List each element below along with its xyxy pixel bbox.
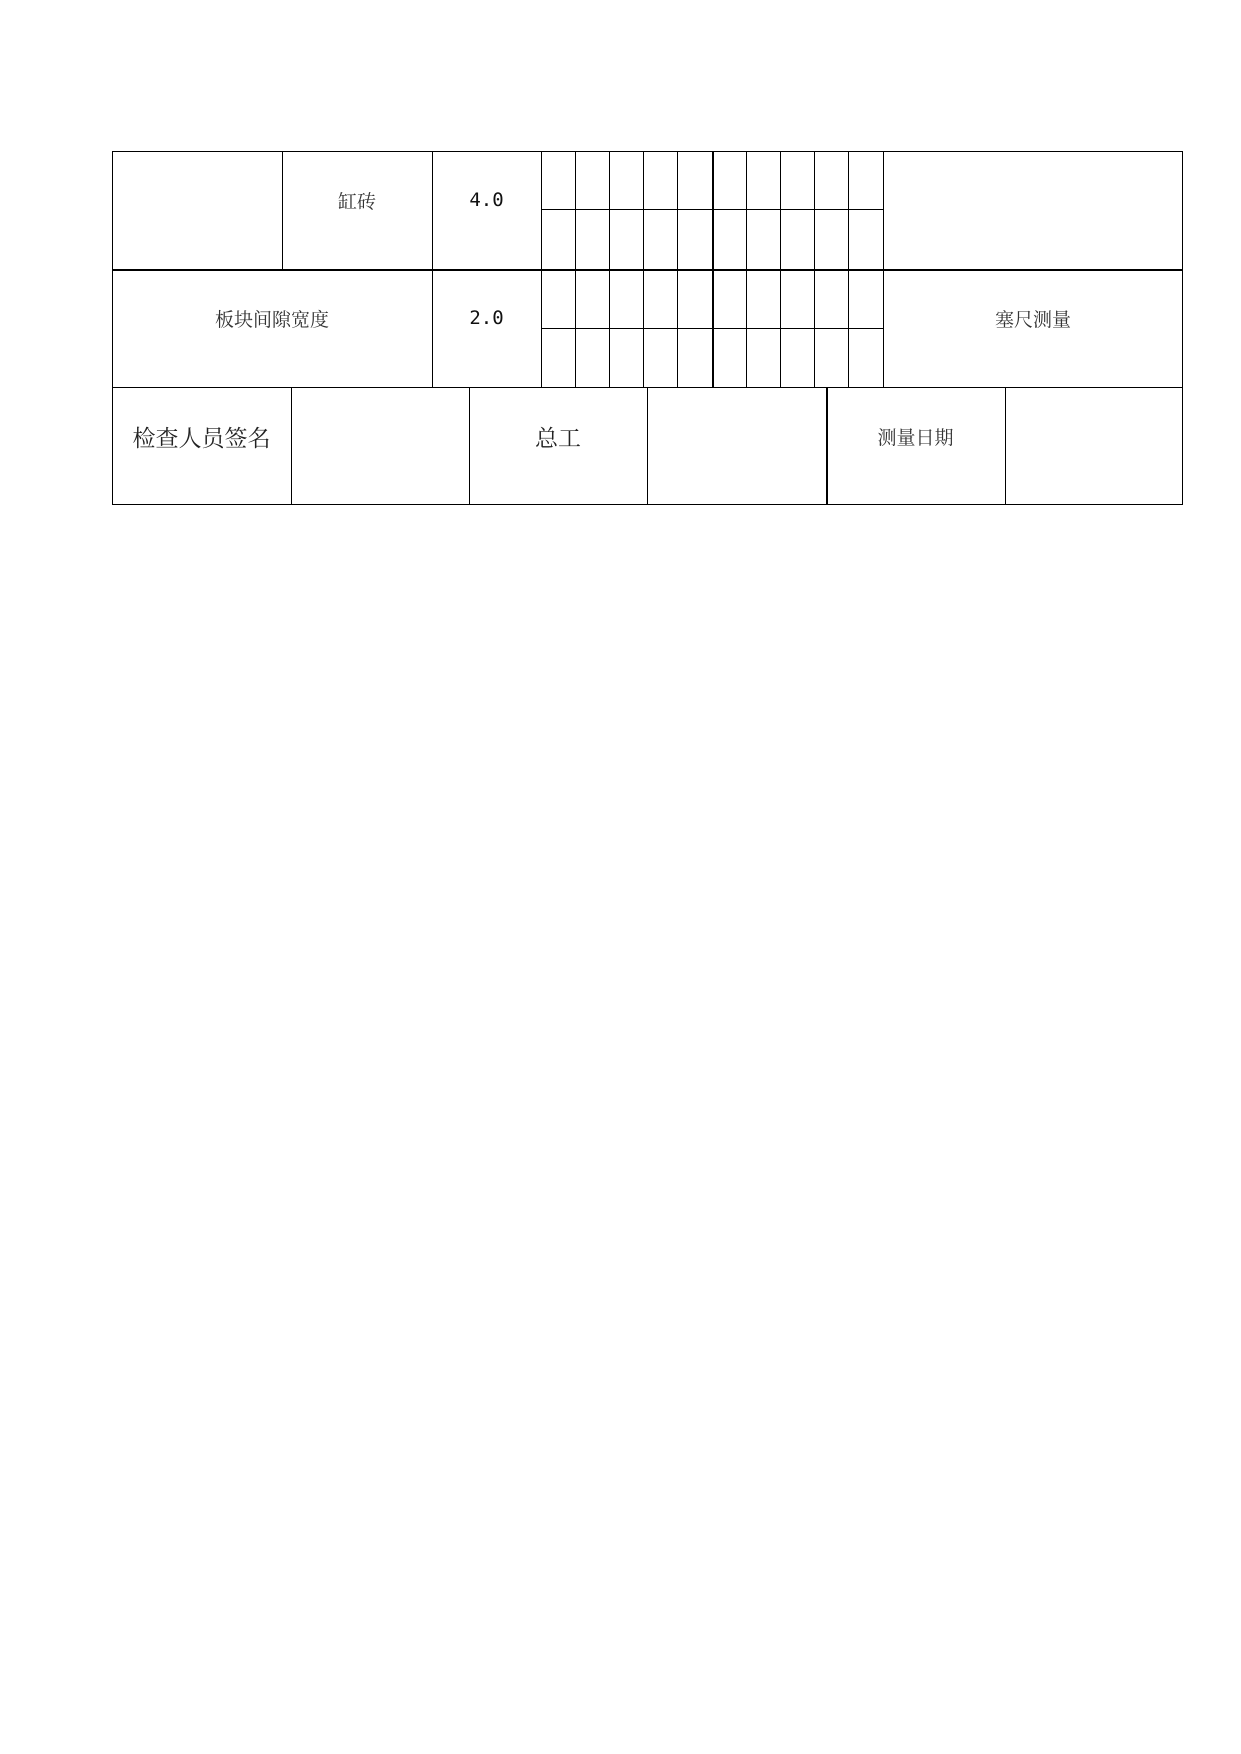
inspector-signature-label: 检查人员签名 bbox=[132, 426, 271, 452]
tolerance-cell-gap-width: 2.0 bbox=[469, 307, 504, 329]
inspector-signature-field bbox=[291, 388, 469, 505]
method-cell-gap-width: 塞尺测量 bbox=[994, 308, 1071, 331]
measurement-date-field bbox=[1005, 388, 1183, 505]
grid-column-divider bbox=[677, 151, 678, 387]
table-border-right bbox=[1182, 151, 1183, 505]
grid-column-divider bbox=[712, 151, 714, 387]
table-border-top bbox=[112, 151, 1183, 152]
item-cell-gap-width: 板块间隙宽度 bbox=[214, 308, 329, 331]
grid-column-divider bbox=[780, 151, 781, 387]
col-divider-method bbox=[883, 151, 884, 387]
footer-col-divider bbox=[469, 387, 470, 505]
grid-column-divider bbox=[643, 151, 644, 387]
footer-col-divider bbox=[647, 387, 648, 505]
grid-column-divider bbox=[848, 151, 849, 387]
col-divider-item bbox=[432, 151, 433, 387]
method-cell-tile bbox=[883, 151, 1183, 269]
grid-column-divider bbox=[814, 151, 815, 387]
grid-column-divider bbox=[575, 151, 576, 387]
footer-col-divider bbox=[1005, 387, 1006, 505]
col-divider-tolerance bbox=[541, 151, 542, 387]
chief-engineer-field bbox=[647, 388, 826, 505]
inspection-table bbox=[112, 151, 1183, 505]
table-border-left bbox=[112, 151, 113, 505]
item-cell-tile: 缸砖 bbox=[337, 190, 376, 213]
grid-column-divider bbox=[609, 151, 610, 387]
row-divider-1 bbox=[112, 269, 1183, 271]
chief-engineer-label: 总工 bbox=[535, 426, 581, 452]
grid-column-divider bbox=[746, 151, 747, 387]
tolerance-cell-tile: 4.0 bbox=[469, 189, 504, 211]
footer-col-divider bbox=[826, 387, 828, 505]
footer-col-divider bbox=[291, 387, 292, 505]
measurement-date-label: 测量日期 bbox=[877, 427, 954, 449]
col-divider-category bbox=[282, 151, 283, 269]
category-cell bbox=[112, 151, 282, 269]
